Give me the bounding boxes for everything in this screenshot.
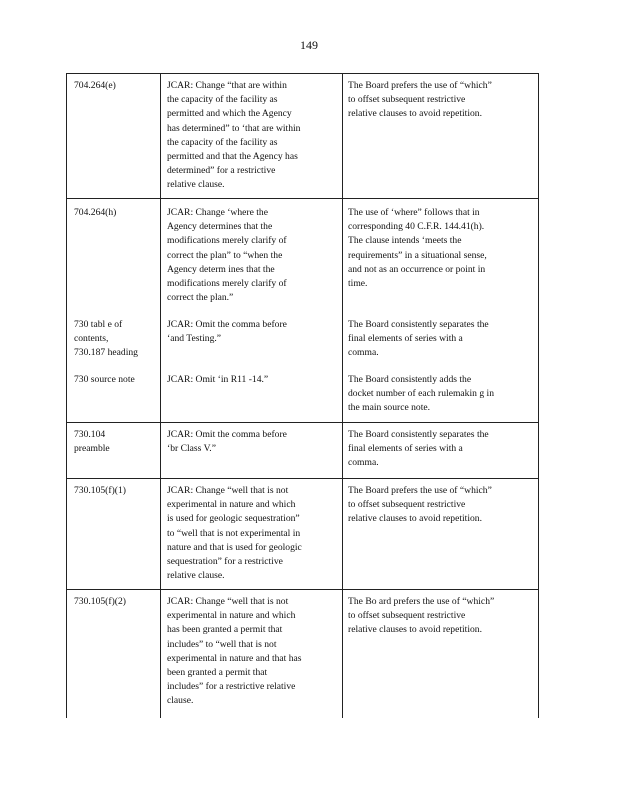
- section-cell: 730.105(f)(2): [74, 596, 126, 607]
- column-divider: [160, 74, 161, 718]
- section-cell: 704.264(h): [74, 207, 117, 218]
- jcar-comment-cell: JCAR: Change “well that is not experimental in nature and which has been granted a permit that includes” to “well that is not experimental in nature and that has been granted a permit that includes” for a restrictive relative clause.: [167, 596, 302, 707]
- row-divider: [67, 198, 538, 199]
- row-divider: [67, 422, 538, 423]
- board-response-cell: The Board consistently adds the docket number of each rulemakin g in the main source note.: [348, 374, 494, 414]
- jcar-comment-cell: JCAR: Change “that are within the capacity of the facility as permitted and which the Agency has determined” to ‘that are within the capacity of the facility as permitted and that the Agency has determined” for a restrictive relative clause.: [167, 80, 301, 191]
- board-response-cell: The use of ‘where” follows that in corresponding 40 C.F.R. 144.41(h). The clause intends ‘meets the requirements” in a situational sense, and not as an occurrence or point in time.: [348, 207, 487, 290]
- page-number: 149: [300, 38, 318, 52]
- board-response-cell: The Board prefers the use of “which” to offset subsequent restrictive relative clauses to avoid repetition.: [348, 485, 492, 525]
- section-cell: 730 tabl e of contents, 730.187 heading: [74, 319, 138, 359]
- jcar-comment-cell: JCAR: Omit the comma before ‘br Class V.”: [167, 429, 287, 455]
- section-cell: 704.264(e): [74, 80, 116, 91]
- jcar-comment-cell: JCAR: Change “well that is not experimental in nature and which is used for geologic sequestration” to “well that is not experimental in nature and that is used for geologic sequestration” for a restrictive relative clause.: [167, 485, 302, 582]
- row-divider: [67, 589, 538, 590]
- board-response-cell: The Bo ard prefers the use of “which” to offset subsequent restrictive relative clauses to avoid repetition.: [348, 596, 495, 636]
- row-divider: [67, 478, 538, 479]
- jcar-comment-cell: JCAR: Change ‘where the Agency determines that the modifications merely clarify of correct the plan” to “when the Agency determ ines that the modifications merely clarify of correct the plan.”: [167, 207, 287, 304]
- section-cell: 730.104 preamble: [74, 429, 110, 455]
- board-response-cell: The Board consistently separates the final elements of series with a comma.: [348, 319, 489, 359]
- section-cell: 730 source note: [74, 374, 135, 385]
- board-response-cell: The Board consistently separates the final elements of series with a comma.: [348, 429, 489, 469]
- rule-comment-table: [66, 73, 539, 718]
- column-divider: [342, 74, 343, 718]
- jcar-comment-cell: JCAR: Omit the comma before ‘and Testing.”: [167, 319, 287, 345]
- section-cell: 730.105(f)(1): [74, 485, 126, 496]
- board-response-cell: The Board prefers the use of “which” to offset subsequent restrictive relative clauses to avoid repetition.: [348, 80, 492, 120]
- jcar-comment-cell: JCAR: Omit ‘in R11 -14.”: [167, 374, 269, 385]
